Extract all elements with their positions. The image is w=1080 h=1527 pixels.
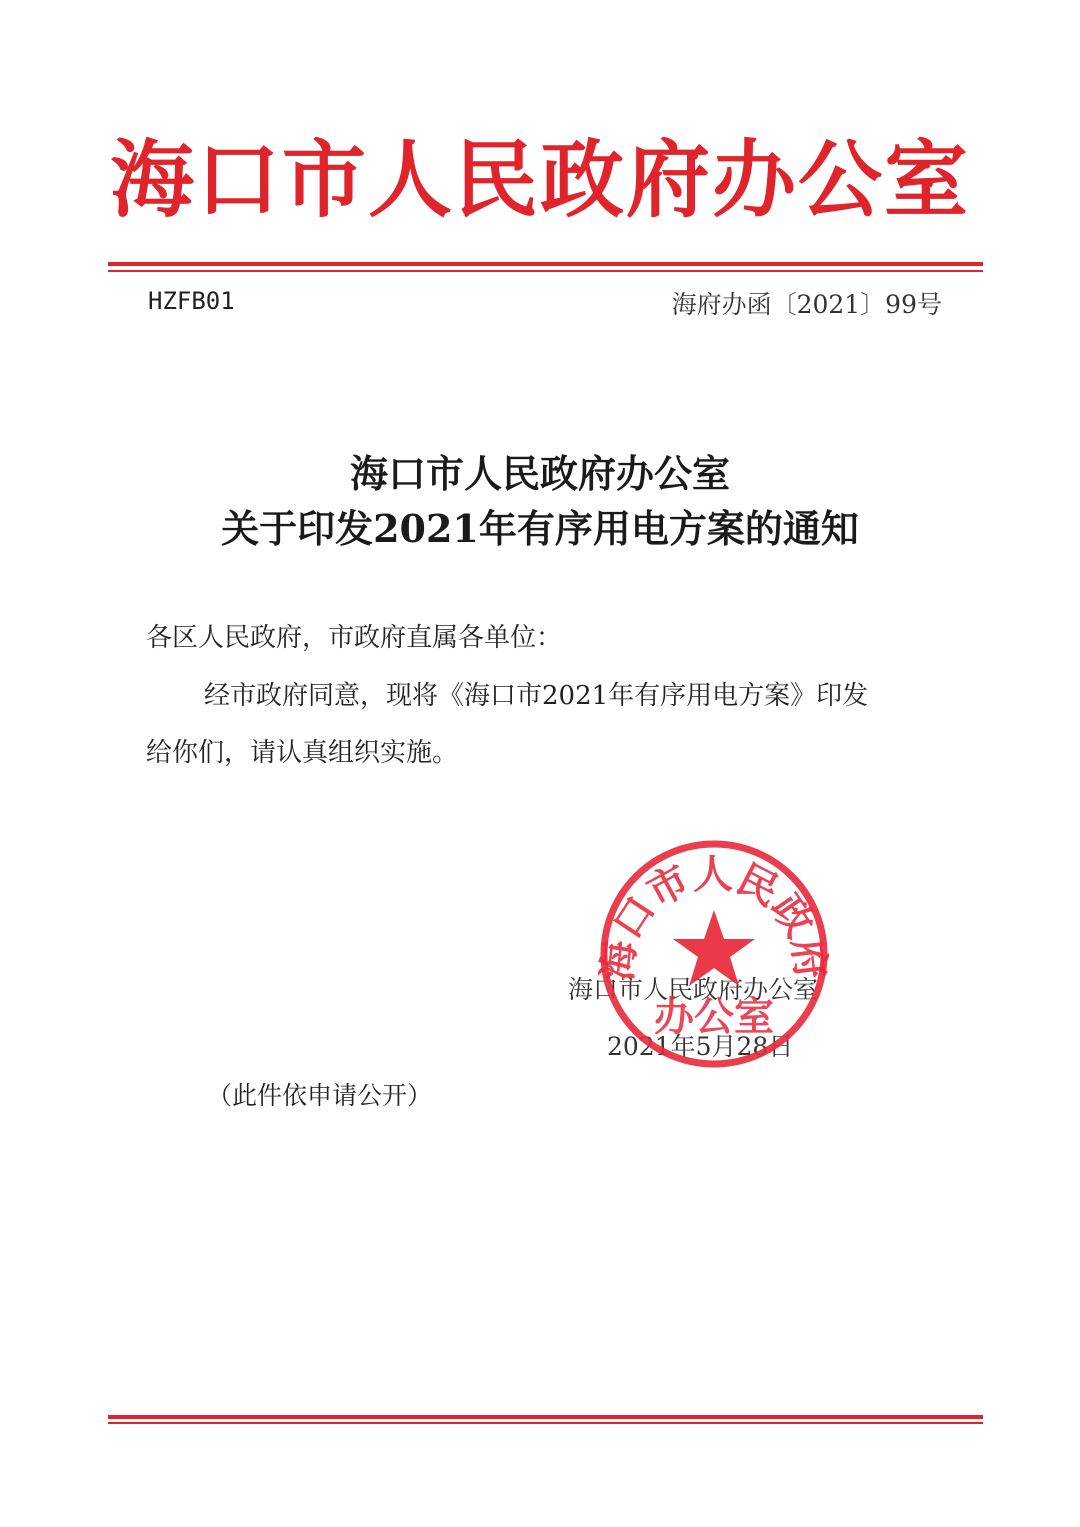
title-line-1: 海口市人民政府办公室 xyxy=(349,451,730,496)
footer-rule-thick xyxy=(108,1415,983,1419)
svg-text:海口市人民政府: 海口市人民政府 xyxy=(598,850,830,984)
header-rule-thick xyxy=(108,262,983,266)
masthead: 海口市人民政府办公室 xyxy=(109,130,970,229)
salutation: 各区人民政府，市政府直属各单位： xyxy=(146,623,563,653)
header-rule-thin xyxy=(108,270,983,272)
document-number: 海府办函〔2021〕99号 xyxy=(671,290,942,319)
signature-issuer: 海口市人民政府办公室 xyxy=(568,975,819,1004)
body-paragraph-line-2: 给你们，请认真组织实施。 xyxy=(146,738,459,768)
seal-star-icon xyxy=(673,910,755,986)
signature-date: 2021年5月28日 xyxy=(607,1032,794,1061)
document-code: HZFB01 xyxy=(148,287,235,315)
body-paragraph-line-1: 经市政府同意，现将《海口市2021年有序用电方案》印发 xyxy=(204,681,869,711)
svg-text:办公室: 办公室 xyxy=(654,993,774,1040)
official-seal xyxy=(598,838,830,1070)
footnote: （此件依申请公开） xyxy=(207,1081,433,1110)
title-line-2: 关于印发2021年有序用电方案的通知 xyxy=(221,506,859,551)
footer-rule-thin xyxy=(108,1422,983,1424)
